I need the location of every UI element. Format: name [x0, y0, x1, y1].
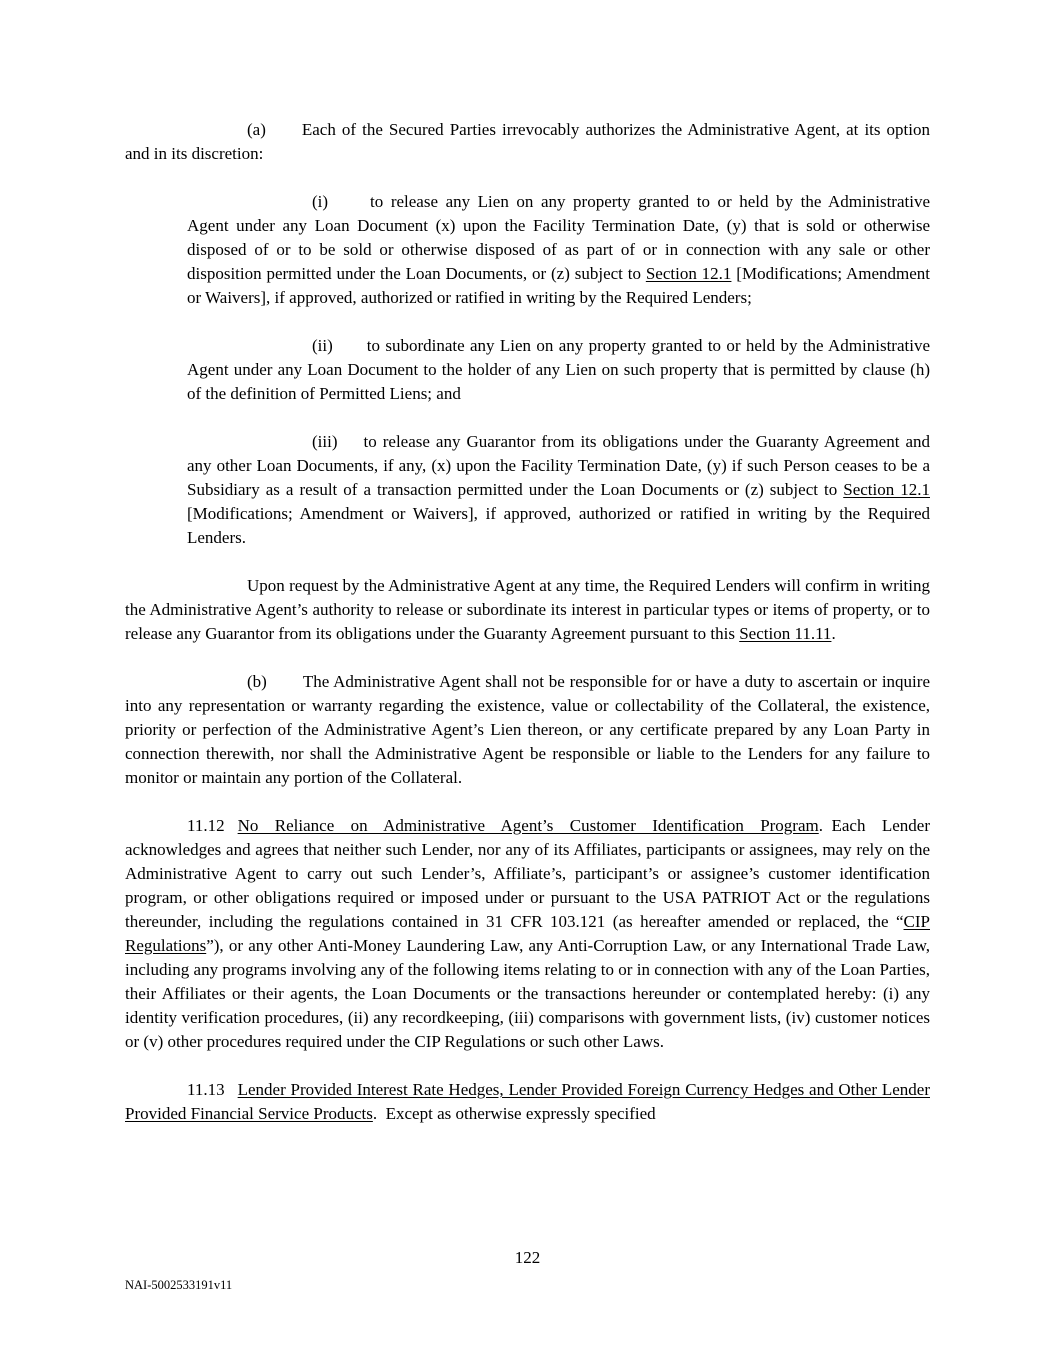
text-run: (iii): [312, 432, 338, 451]
paragraph: [125, 1078, 930, 1126]
paragraph: [125, 670, 930, 790]
paragraph: [187, 190, 930, 310]
text-run: to subordinate any Lien on any property granted to or held by the Administrative Agent under any Loan Document to the holder of any Lien on such property that is permitted by clause (h) of the definition of Permitted Liens; and: [187, 336, 930, 403]
text-run: . Each Lender acknowledges and agrees that neither such Lender, nor any of its Affiliates, participants or assignees, may rely on the Administrative Agent to carry out such Lender’s, Affiliate’s, participant’s or assignee’s customer identification program, or other obligations required or imposed under or pursuant to the USA PATRIOT Act or the regulations thereunder, including the regulations contained in 31 CFR 103.121 (as hereafter amended or replaced, the “: [125, 816, 930, 931]
text-run: The Administrative Agent shall not be responsible for or have a duty to ascertain or inquire into any representation or warranty regarding the existence, value or collectability of the Collateral, the existence, priority or perfection of the Administrative Agent’s Lien thereon, or any certificate prepared by any Loan Party in connection therewith, nor shall the Administrative Agent be responsible or liable to the Lenders for any failure to monitor or maintain any portion of the Collateral.: [125, 672, 930, 787]
text-run: . Except as otherwise expressly specified: [372, 1104, 656, 1123]
underlined-text: Section 12.1: [843, 480, 930, 499]
text-run: to release any Lien on any property granted to or held by the Administrative Agent under any Loan Document (x) upon the Facility Termination Date, (y) that is sold or otherwise disposed of or to be sold or otherwise disposed of as part of or in connection with any sale or other disposition permitted under the Loan Documents, or (z) subject to: [187, 192, 930, 283]
paragraph: [187, 430, 930, 550]
text-run: [Modifications; Amendment or Waivers], if approved, authorized or ratified in writing by the Required Lenders.: [187, 504, 930, 547]
text-run: Upon request by the Administrative Agent at any time, the Required Lenders will confirm in writing the Administrative Agent’s authority to release or subordinate its interest in particular types or items of property, or to release any Guarantor from its obligations under the Guaranty Agreement pursuant to this: [125, 576, 930, 643]
underlined-text: Lender Provided Interest Rate Hedges, Lender Provided Foreign Currency Hedges and Other Lender Provided Financial Service Products: [125, 1080, 930, 1123]
text-run: to release any Guarantor from its obligations under the Guaranty Agreement and any other Loan Documents, if any, (x) upon the Facility Termination Date, (y) if such Person ceases to be a Subsidiary as a result of a transaction permitted under the Loan Documents or (z) subject to: [187, 432, 930, 499]
text-run: (ii): [312, 336, 333, 355]
underlined-text: Section 11.11: [739, 624, 832, 643]
document-body: [125, 118, 930, 1150]
footer-document-id: NAI-5002533191v11: [125, 1278, 233, 1292]
paragraph: [187, 334, 930, 406]
underlined-text: CIP Regulations: [125, 912, 930, 955]
text-run: (b): [247, 672, 267, 691]
text-run: .: [831, 624, 836, 643]
paragraph: [125, 118, 930, 166]
text-run: [Modifications; Amendment or Waivers], if approved, authorized or ratified in writing by the Required Lenders;: [187, 264, 931, 307]
paragraph: [125, 574, 930, 646]
text-run: 11.12: [187, 816, 225, 835]
text-run: ”), or any other Anti-Money Laundering Law, any Anti-Corruption Law, or any International Trade Law, including any programs involving any of the following items relating to or in connection with any of the Loan Parties, their Affiliates or their agents, the Loan Documents or the transactions hereunder or contemplated hereby: (i) any identity verification procedures, (ii) any recordkeeping, (iii) comparisons with government lists, (iv) customer notices or (v) other procedures required under the CIP Regulations or such other Laws.: [125, 936, 930, 1051]
underlined-text: Section 12.1: [645, 264, 732, 283]
underlined-text: No Reliance on Administrative Agent’s Customer Identification Program: [237, 816, 819, 835]
text-run: (i): [312, 192, 329, 211]
text-run: (a): [247, 120, 266, 139]
page-number: 122: [514, 1248, 541, 1267]
text-run: 11.13: [187, 1080, 225, 1099]
paragraph: [125, 814, 930, 1054]
text-run: Each of the Secured Parties irrevocably authorizes the Administrative Agent, at its option and in its discretion:: [125, 120, 930, 163]
